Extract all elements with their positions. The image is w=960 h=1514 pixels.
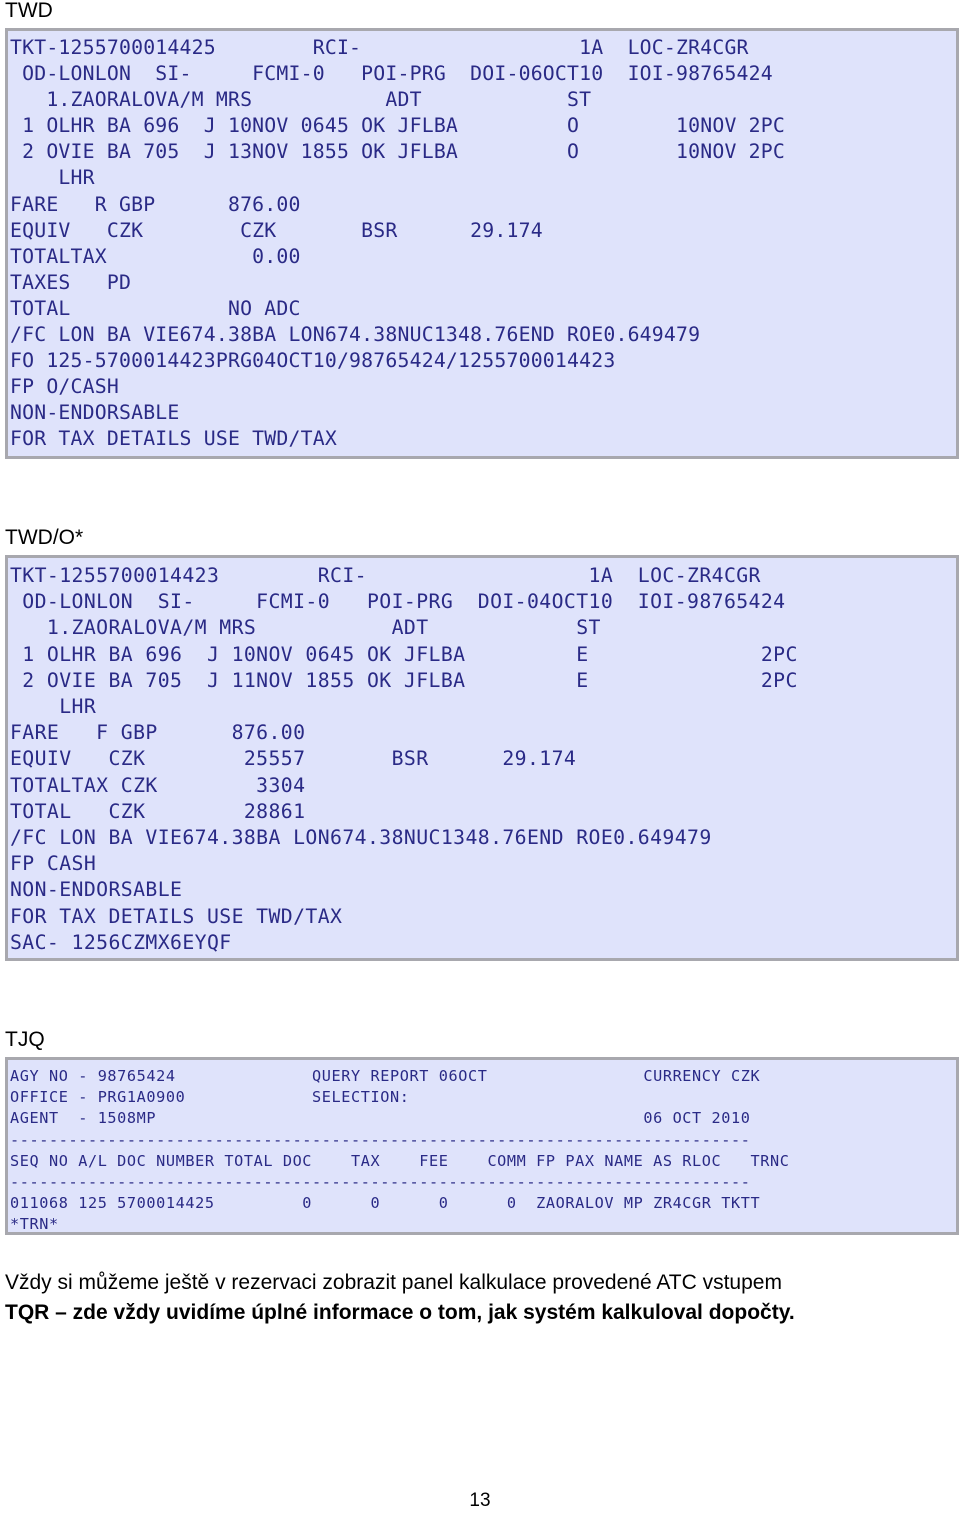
note-line-1: Vždy si můžeme ještě v rezervaci zobrazit panel kalkulace provedené ATC vstupem (5, 1271, 782, 1294)
note-line-2-bold: TQR – zde vždy uvidíme úplné informace o tom, jak systém kalkuloval dopočty. (5, 1301, 795, 1324)
terminal-screen-tjq (5, 1057, 959, 1235)
page-number: 13 (469, 1490, 491, 1511)
note-text (5, 1268, 955, 1328)
terminal-screen-twd-o (5, 555, 959, 961)
terminal-screen-twd (5, 28, 959, 459)
terminal-text-twd: TKT-1255700014425 RCI- 1A LOC-ZR4CGR OD-LONLON SI- FCMI-0 POI-PRG DOI-06OCT10 IOI-98765424 1.ZAORALOVA/M MRS ADT ST 1 OLHR BA 696 J 10NOV 0645 OK JFLBA O 10NOV 2PC 2 OVIE BA 705 J 13NOV 1855 OK JFLBA O 10NOV 2PC LHR FARE R GBP 876.00 EQUIV CZK CZK BSR 29.174 TOTALTAX 0.00 TAXES PD TOTAL NO ADC /FC LON BA VIE674.38BA LON674.38NUC1348.76END ROE0.649479 FO 125-5700014423PRG04OCT10/98765424/1255700014423 FP O/CASH NON-ENDORSABLE FOR TAX DETAILS USE TWD/TAX (10, 36, 785, 451)
section-heading-twd: TWD (5, 0, 53, 22)
terminal-text-twd-o: TKT-1255700014423 RCI- 1A LOC-ZR4CGR OD-LONLON SI- FCMI-0 POI-PRG DOI-04OCT10 IOI-98765424 1.ZAORALOVA/M MRS ADT ST 1 OLHR BA 696 J 10NOV 0645 OK JFLBA E 2PC 2 OVIE BA 705 J 11NOV 1855 OK JFLBA E 2PC LHR FARE F GBP 876.00 EQUIV CZK 25557 BSR 29.174 TOTALTAX CZK 3304 TOTAL CZK 28861 /FC LON BA VIE674.38BA LON674.38NUC1348.76END ROE0.649479 FP CASH NON-ENDORSABLE FOR TAX DETAILS USE TWD/TAX SAC- 1256CZMX6EYQF (10, 564, 798, 954)
terminal-text-tjq: AGY NO - 98765424 QUERY REPORT 06OCT CURRENCY CZK OFFICE - PRG1A0900 SELECTION: AGENT - 1508MP 06 OCT 2010 ---------------------------------------------------------------------------- SEQ NO A/L DOC NUMBER TOTAL DOC TAX FEE COMM FP PAX NAME AS RLOC TRNC ---------------------------------------------------------------------------- 011068 125 5700014425 0 0 0 0 ZAORALOV MP ZR4CGR TKTT *TRN* (10, 1067, 790, 1234)
note-line-2 (5, 1298, 955, 1328)
section-heading-tjq: TJQ (5, 1028, 45, 1051)
section-heading-twd-o: TWD/O* (5, 526, 84, 549)
